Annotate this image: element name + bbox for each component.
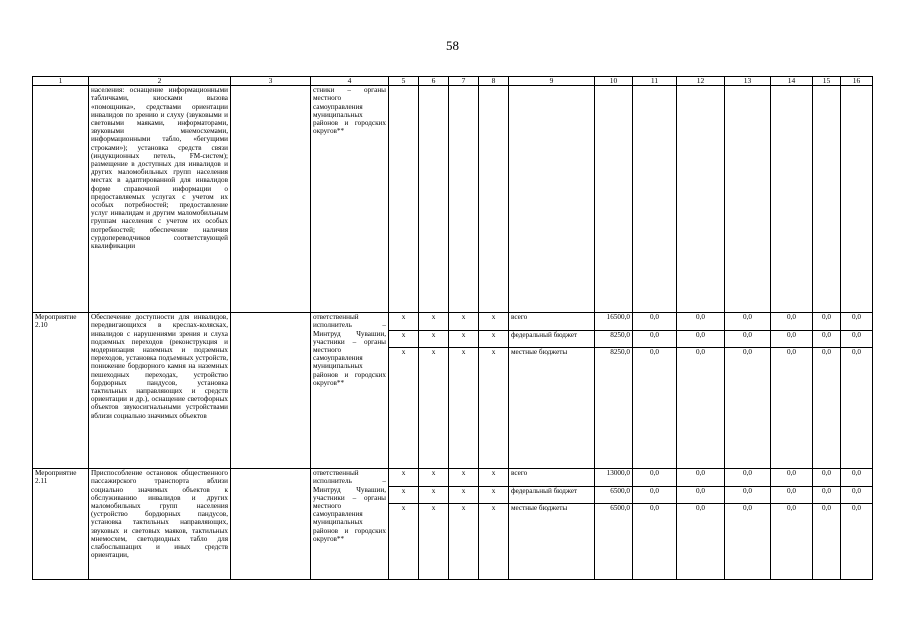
amount-cell: 8250,0 (595, 330, 633, 348)
cell-x: х (449, 469, 479, 487)
amount-cell: 8250,0 (595, 348, 633, 469)
column-header: 12 (677, 77, 725, 86)
empty-cell (595, 86, 633, 313)
empty-cell (771, 86, 813, 313)
table-row (33, 86, 873, 313)
amount-cell: 0,0 (771, 486, 813, 504)
funding-source: федеральный бюджет (509, 486, 595, 504)
amount-cell: 0,0 (813, 313, 841, 331)
measure-code: Мероприятие 2.11 (33, 469, 89, 580)
cell-x: х (389, 469, 419, 487)
column-header: 13 (725, 77, 771, 86)
amount-cell: 16500,0 (595, 313, 633, 331)
measure-code: Мероприятие 2.10 (33, 313, 89, 469)
column-header: 1 (33, 77, 89, 86)
column-header: 11 (633, 77, 677, 86)
amount-cell: 0,0 (813, 504, 841, 580)
empty-cell (725, 86, 771, 313)
cell-x: х (419, 486, 449, 504)
amount-cell: 0,0 (677, 330, 725, 348)
measures-table (32, 76, 873, 580)
empty-cell (509, 86, 595, 313)
amount-cell: 0,0 (725, 313, 771, 331)
amount-cell: 0,0 (633, 486, 677, 504)
empty-cell (231, 313, 311, 469)
cell-x: х (419, 504, 449, 580)
amount-cell: 0,0 (771, 330, 813, 348)
cell-x: х (449, 348, 479, 469)
amount-cell: 0,0 (677, 469, 725, 487)
amount-cell: 0,0 (677, 348, 725, 469)
amount-cell: 0,0 (633, 313, 677, 331)
funding-source: всего (509, 469, 595, 487)
empty-cell (633, 86, 677, 313)
measure-description: населения: оснащение информационными табличками, киосками вызова «помощника», средствами ориентации инвалидов по зрению и слуху (звуковыми и световыми маяками, информаторами, звуковыми мнемосхемами, информационными табло, «бегущими строками»); установка средств связи (индукционных петель, FM-систем); размещение в доступных для инвалидов и других маломобильных групп населения местах в адаптированной для инвалидов форме справочной информации о предоставляемых услугах с учетом их особых потребностей; предоставление услуг инвалидам и другим маломобильным группам населения с учетом их особых потребностей; обеспечение наличия сурдопереводчиков соответствующей квалификации (89, 86, 231, 313)
measure-description: Приспособление остановок общественного пассажирского транспорта вблизи социально значимых объектов к обслуживанию инвалидов и других маломобильных групп населения (устройство бордюрных пандусов, установка тактильных направляющих, звуковых и световых маяков, тактильных мнемосхем, светодиодных табло для слабослышащих и иных средств ориентации, (89, 469, 231, 580)
empty-cell (231, 86, 311, 313)
amount-cell: 0,0 (841, 348, 873, 469)
column-header: 7 (449, 77, 479, 86)
amount-cell: 0,0 (633, 348, 677, 469)
table-row (33, 313, 873, 331)
amount-cell: 6500,0 (595, 504, 633, 580)
measure-code-cell (33, 86, 89, 313)
cell-x: х (449, 330, 479, 348)
amount-cell: 0,0 (841, 486, 873, 504)
table-row (33, 469, 873, 487)
amount-cell: 0,0 (677, 486, 725, 504)
empty-cell (479, 86, 509, 313)
empty-cell (231, 469, 311, 580)
amount-cell: 0,0 (633, 469, 677, 487)
amount-cell: 0,0 (813, 486, 841, 504)
amount-cell: 0,0 (771, 313, 813, 331)
amount-cell: 6500,0 (595, 486, 633, 504)
column-header: 2 (89, 77, 231, 86)
amount-cell: 0,0 (771, 504, 813, 580)
cell-x: х (449, 486, 479, 504)
amount-cell: 0,0 (841, 313, 873, 331)
column-header: 16 (841, 77, 873, 86)
measure-executor: ответственный исполнитель – Минтруд Чувашии, участники – органы местного самоуправления муниципальных районов и городских округов** (311, 313, 389, 469)
measure-description: Обеспечение доступности для инвалидов, передвигающихся в креслах-колясках, инвалидов с нарушениями зрения и слуха подземных переходов (реконструкция и модернизация наземных и подземных переходов, установка подъемных устройств, понижение бордюрного камня на наземных пешеходных переходах, устройство бордюрных пандусов, установка тактильных направляющих и средств ориентации и др.), оснащение светофорных объектов звукосигнальными устройствами вблизи социально значимых объектов (89, 313, 231, 469)
funding-source: местные бюджеты (509, 348, 595, 469)
amount-cell: 0,0 (725, 504, 771, 580)
amount-cell: 0,0 (813, 469, 841, 487)
cell-x: х (419, 348, 449, 469)
column-header: 6 (419, 77, 449, 86)
cell-x: х (419, 313, 449, 331)
funding-source: всего (509, 313, 595, 331)
amount-cell: 0,0 (841, 469, 873, 487)
cell-x: х (479, 469, 509, 487)
column-header: 9 (509, 77, 595, 86)
cell-x: х (479, 313, 509, 331)
amount-cell: 0,0 (677, 313, 725, 331)
cell-x: х (389, 486, 419, 504)
column-header: 14 (771, 77, 813, 86)
amount-cell: 0,0 (725, 469, 771, 487)
amount-cell: 0,0 (725, 486, 771, 504)
empty-cell (389, 86, 419, 313)
amount-cell: 0,0 (725, 330, 771, 348)
cell-x: х (389, 313, 419, 331)
amount-cell: 0,0 (813, 348, 841, 469)
cell-x: х (479, 330, 509, 348)
empty-cell (419, 86, 449, 313)
amount-cell: 0,0 (725, 348, 771, 469)
empty-cell (841, 86, 873, 313)
amount-cell: 0,0 (813, 330, 841, 348)
amount-cell: 0,0 (633, 504, 677, 580)
cell-x: х (419, 330, 449, 348)
amount-cell: 0,0 (677, 504, 725, 580)
cell-x: х (479, 504, 509, 580)
amount-cell: 0,0 (841, 330, 873, 348)
column-header: 10 (595, 77, 633, 86)
cell-x: х (449, 313, 479, 331)
header-row (33, 77, 873, 86)
cell-x: х (479, 486, 509, 504)
column-header: 3 (231, 77, 311, 86)
column-header: 4 (311, 77, 389, 86)
column-header: 5 (389, 77, 419, 86)
amount-cell: 0,0 (771, 469, 813, 487)
cell-x: х (389, 504, 419, 580)
measure-executor: стники – органы местного самоуправления муниципальных районов и городских округов** (311, 86, 389, 313)
amount-cell: 0,0 (633, 330, 677, 348)
measure-executor: ответственный исполнитель – Минтруд Чувашии, участники – органы местного самоуправления муниципальных районов и городских округов** (311, 469, 389, 580)
cell-x: х (389, 330, 419, 348)
cell-x: х (419, 469, 449, 487)
funding-source: федеральный бюджет (509, 330, 595, 348)
cell-x: х (449, 504, 479, 580)
empty-cell (677, 86, 725, 313)
cell-x: х (479, 348, 509, 469)
column-header: 15 (813, 77, 841, 86)
cell-x: х (389, 348, 419, 469)
column-header: 8 (479, 77, 509, 86)
amount-cell: 0,0 (771, 348, 813, 469)
funding-source: местные бюджеты (509, 504, 595, 580)
empty-cell (813, 86, 841, 313)
amount-cell: 0,0 (841, 504, 873, 580)
empty-cell (449, 86, 479, 313)
amount-cell: 13000,0 (595, 469, 633, 487)
page-number: 58 (446, 38, 459, 53)
